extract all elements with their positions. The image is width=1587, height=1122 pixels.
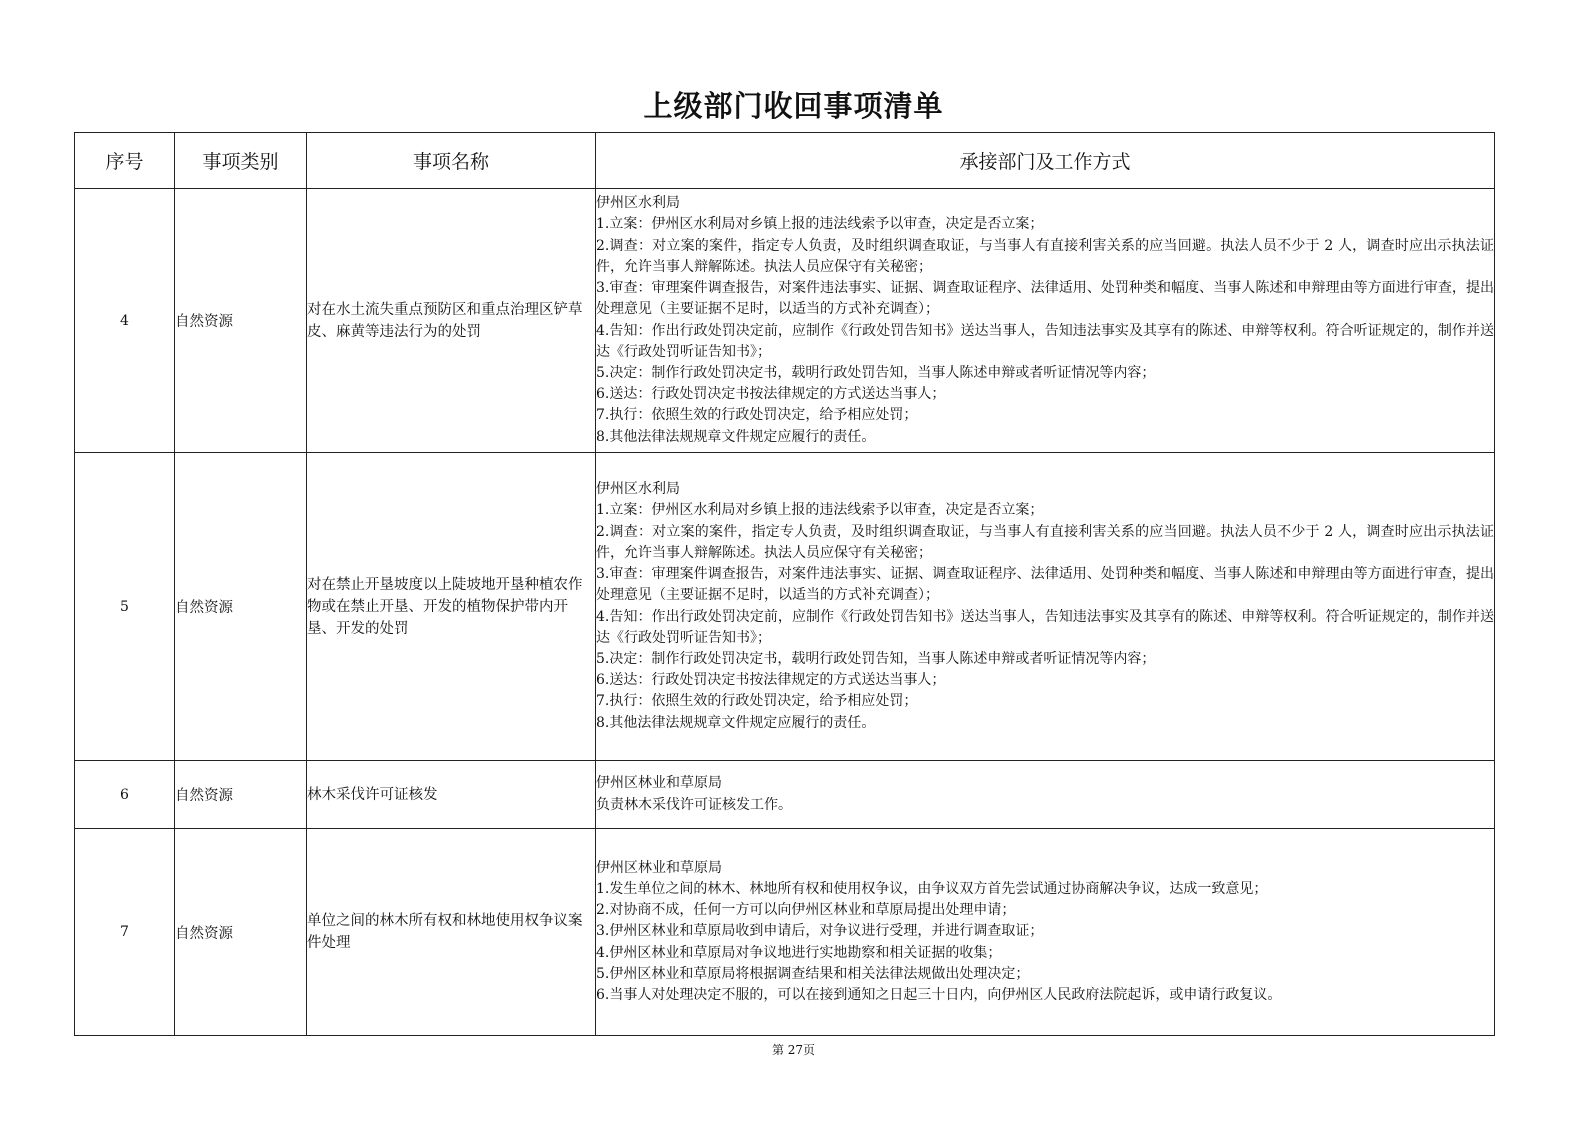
row-item-name: 对在水土流失重点预防区和重点治理区铲草皮、麻黄等违法行为的处罚 <box>307 189 596 453</box>
procedure-step: 4.伊州区林业和草原局对争议地进行实地勘察和相关证据的收集； <box>596 944 1002 961</box>
row-category: 自然资源 <box>175 829 307 1036</box>
row-category: 自然资源 <box>175 453 307 761</box>
procedure-step: 5.决定：制作行政处罚决定书，载明行政处罚告知，当事人陈述申辩或者听证情况等内容； <box>596 364 1156 381</box>
row-index: 7 <box>75 829 175 1036</box>
procedure-step: 4.告知：作出行政处罚决定前，应制作《行政处罚告知书》送达当事人，告知违法事实及其享有的陈述、申辩等权利。符合听证规定的，制作并送达《行政处罚听证告知书》； <box>596 322 1494 360</box>
procedure-step: 6.送达：行政处罚决定书按法律规定的方式送达当事人； <box>596 672 946 689</box>
header-index: 序号 <box>75 133 175 189</box>
procedure-step: 7.执行：依照生效的行政处罚决定，给予相应处罚； <box>596 693 918 710</box>
row-category: 自然资源 <box>175 761 307 829</box>
row-department-cell <box>596 761 1495 829</box>
procedure-step: 4.告知：作出行政处罚决定前，应制作《行政处罚告知书》送达当事人，告知违法事实及其享有的陈述、申辩等权利。符合听证规定的，制作并送达《行政处罚听证告知书》； <box>596 608 1494 646</box>
table-row <box>75 761 1495 829</box>
table-row <box>75 453 1495 761</box>
procedure-step: 6.送达：行政处罚决定书按法律规定的方式送达当事人； <box>596 386 946 403</box>
header-department: 承接部门及工作方式 <box>596 133 1495 189</box>
department-name: 伊州区水利局 <box>596 195 680 212</box>
row-index: 4 <box>75 189 175 453</box>
table-row <box>75 829 1495 1036</box>
procedure-step: 3.伊州区林业和草原局收到申请后，对争议进行受理，并进行调查取证； <box>596 923 1044 940</box>
row-item-name: 林木采伐许可证核发 <box>307 761 596 829</box>
row-department-cell <box>596 189 1495 453</box>
procedure-step: 5.决定：制作行政处罚决定书，载明行政处罚告知，当事人陈述申辩或者听证情况等内容； <box>596 650 1156 667</box>
table-body <box>75 189 1495 1036</box>
row-department-cell <box>596 453 1495 761</box>
header-category: 事项类别 <box>175 133 307 189</box>
procedure-step: 7.执行：依照生效的行政处罚决定，给予相应处罚； <box>596 407 918 424</box>
row-item-name: 单位之间的林木所有权和林地使用权争议案件处理 <box>307 829 596 1036</box>
header-name: 事项名称 <box>307 133 596 189</box>
department-name: 伊州区林业和草原局 <box>596 859 722 876</box>
procedure-step: 2.调查：对立案的案件，指定专人负责，及时组织调查取证，与当事人有直接利害关系的应当回避。执法人员不少于 2 人，调查时应出示执法证件，允许当事人辩解陈述。执法人员应保守有关秘密； <box>596 237 1494 275</box>
page-number: 第 27页 <box>771 1043 816 1057</box>
row-item-name: 对在禁止开垦坡度以上陡坡地开垦种植农作物或在禁止开垦、开发的植物保护带内开垦、开发的处罚 <box>307 453 596 761</box>
procedure-step: 1.立案：伊州区水利局对乡镇上报的违法线索予以审查，决定是否立案； <box>596 216 1044 233</box>
table-row <box>75 189 1495 453</box>
procedure-step: 1.发生单位之间的林木、林地所有权和使用权争议，由争议双方首先尝试通过协商解决争议，达成一致意见； <box>596 880 1268 897</box>
procedure-step: 8.其他法律法规规章文件规定应履行的责任。 <box>596 428 876 445</box>
row-index: 6 <box>75 761 175 829</box>
procedure-step: 2.对协商不成，任何一方可以向伊州区林业和草原局提出处理申请； <box>596 902 1016 919</box>
row-department-cell <box>596 829 1495 1036</box>
procedure-step: 3.审查：审理案件调查报告，对案件违法事实、证据、调查取证程序、法律适用、处罚种类和幅度、当事人陈述和申辩理由等方面进行审查，提出处理意见（主要证据不足时，以适当的方式补充调查）； <box>596 566 1494 604</box>
items-table <box>74 132 1495 1036</box>
row-index: 5 <box>75 453 175 761</box>
procedure-step: 3.审查：审理案件调查报告，对案件违法事实、证据、调查取证程序、法律适用、处罚种类和幅度、当事人陈述和申辩理由等方面进行审查，提出处理意见（主要证据不足时，以适当的方式补充调查）； <box>596 280 1494 318</box>
procedure-step: 1.立案：伊州区水利局对乡镇上报的违法线索予以审查，决定是否立案； <box>596 502 1044 519</box>
department-name: 伊州区林业和草原局 <box>596 775 722 792</box>
procedure-step: 负责林木采伐许可证核发工作。 <box>596 796 792 813</box>
page-title: 上级部门收回事项清单 <box>643 89 944 123</box>
procedure-step: 2.调查：对立案的案件，指定专人负责，及时组织调查取证，与当事人有直接利害关系的应当回避。执法人员不少于 2 人，调查时应出示执法证件，允许当事人辩解陈述。执法人员应保守有关秘密； <box>596 523 1494 561</box>
procedure-step: 6.当事人对处理决定不服的，可以在接到通知之日起三十日内，向伊州区人民政府法院起诉，或申请行政复议。 <box>596 987 1282 1003</box>
department-name: 伊州区水利局 <box>596 481 680 498</box>
procedure-step: 8.其他法律法规规章文件规定应履行的责任。 <box>596 714 876 731</box>
procedure-step: 5.伊州区林业和草原局将根据调查结果和相关法律法规做出处理决定； <box>596 965 1030 982</box>
row-category: 自然资源 <box>175 189 307 453</box>
header-row <box>75 133 1495 189</box>
